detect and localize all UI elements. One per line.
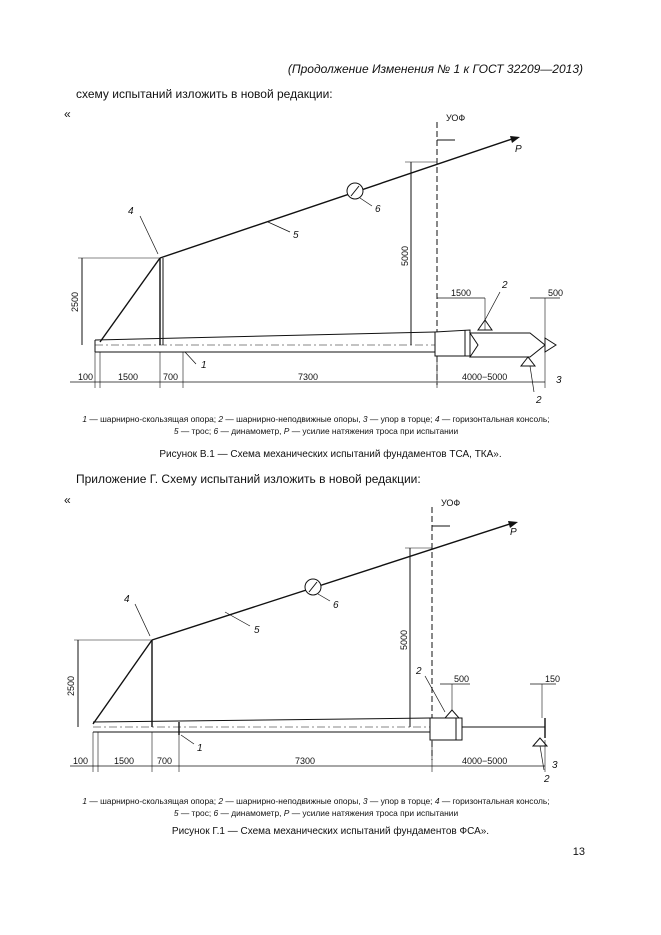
dim-5000: 5000 xyxy=(399,629,409,650)
hinged-support-bottom xyxy=(521,357,535,366)
cable-line xyxy=(152,523,513,640)
dim-4000-5000: 4000−5000 xyxy=(462,372,508,382)
dim-1500b: 1500 xyxy=(451,288,472,298)
dim-500: 500 xyxy=(548,288,564,298)
callout-3: 3 xyxy=(552,760,558,771)
dim-1500: 1500 xyxy=(114,756,135,766)
dim-100: 100 xyxy=(78,372,94,382)
support-brace xyxy=(93,640,152,724)
callout-6: 6 xyxy=(333,600,339,611)
hinged-support-top xyxy=(445,710,459,718)
page-number: 13 xyxy=(572,846,585,858)
dim-100: 100 xyxy=(73,756,89,766)
callout-5: 5 xyxy=(293,230,299,241)
quote-mark-2: « xyxy=(64,493,71,507)
beam-top xyxy=(93,718,430,722)
force-label: P xyxy=(515,144,522,155)
callout-6: 6 xyxy=(375,204,381,215)
figure-1-legend: 1 — шарнирно-скользящая опора; 2 — шарнирно-неподвижные опоры, 3 — упор в торце; 4 — горизонтальная консоль; 5 — трос; 6 — динамометр, P — усилие натяжения троса при испытании xyxy=(82,414,550,436)
dim-1500: 1500 xyxy=(118,372,139,382)
callout-2-bottom: 2 xyxy=(544,774,550,785)
support-brace xyxy=(100,258,160,342)
intro-text-2: Приложение Г. Схему испытаний изложить в новой редакции: xyxy=(76,472,421,486)
callout-4: 4 xyxy=(128,206,134,217)
uof-label: УОФ xyxy=(446,113,466,123)
quote-mark-1: « xyxy=(64,107,71,121)
intro-text-1: схему испытаний изложить в новой редакции: xyxy=(76,87,333,101)
dim-700: 700 xyxy=(157,756,173,766)
callout-3: 3 xyxy=(556,375,562,386)
dim-2500: 2500 xyxy=(66,675,76,696)
force-arrow-head xyxy=(510,136,520,143)
figure-1-diagram xyxy=(0,110,661,410)
force-label: P xyxy=(510,527,517,538)
dim-2500: 2500 xyxy=(70,291,80,312)
callout-1: 1 xyxy=(197,743,203,754)
page-header: (Продолжение Изменения № 1 к ГОСТ 32209—2013) xyxy=(287,62,583,76)
callout-4: 4 xyxy=(124,594,130,605)
dim-150: 150 xyxy=(545,674,561,684)
callout-2-top: 2 xyxy=(502,280,508,291)
figure-2-diagram xyxy=(0,495,661,795)
beam-top xyxy=(95,332,435,340)
dim-500: 500 xyxy=(454,674,470,684)
dim-7300: 7300 xyxy=(295,756,316,766)
dim-7300: 7300 xyxy=(298,372,319,382)
foundation-body xyxy=(430,718,462,740)
end-stop xyxy=(545,338,556,352)
dim-700: 700 xyxy=(163,372,179,382)
figure-2-caption: Рисунок Г.1 — Схема механических испытаний фундаментов ФСА». xyxy=(171,826,490,837)
figure-2-legend: 1 — шарнирно-скользящая опора; 2 — шарнирно-неподвижные опоры, 3 — упор в торце; 4 — горизонтальная консоль; 5 — трос; 6 — динамометр, P — усилие натяжения троса при испытании xyxy=(82,796,550,818)
cable-line xyxy=(160,138,515,258)
dim-4000-5000: 4000−5000 xyxy=(462,756,508,766)
figure-1-caption: Рисунок В.1 — Схема механических испытаний фундаментов ТСА, ТКА». xyxy=(159,449,502,460)
dim-5000: 5000 xyxy=(400,245,410,266)
callout-2-top: 2 xyxy=(416,666,422,677)
callout-5: 5 xyxy=(254,625,260,636)
foundation-tip xyxy=(470,333,545,357)
callout-1: 1 xyxy=(201,360,207,371)
callout-2-bottom: 2 xyxy=(536,395,542,406)
uof-label: УОФ xyxy=(441,498,461,508)
